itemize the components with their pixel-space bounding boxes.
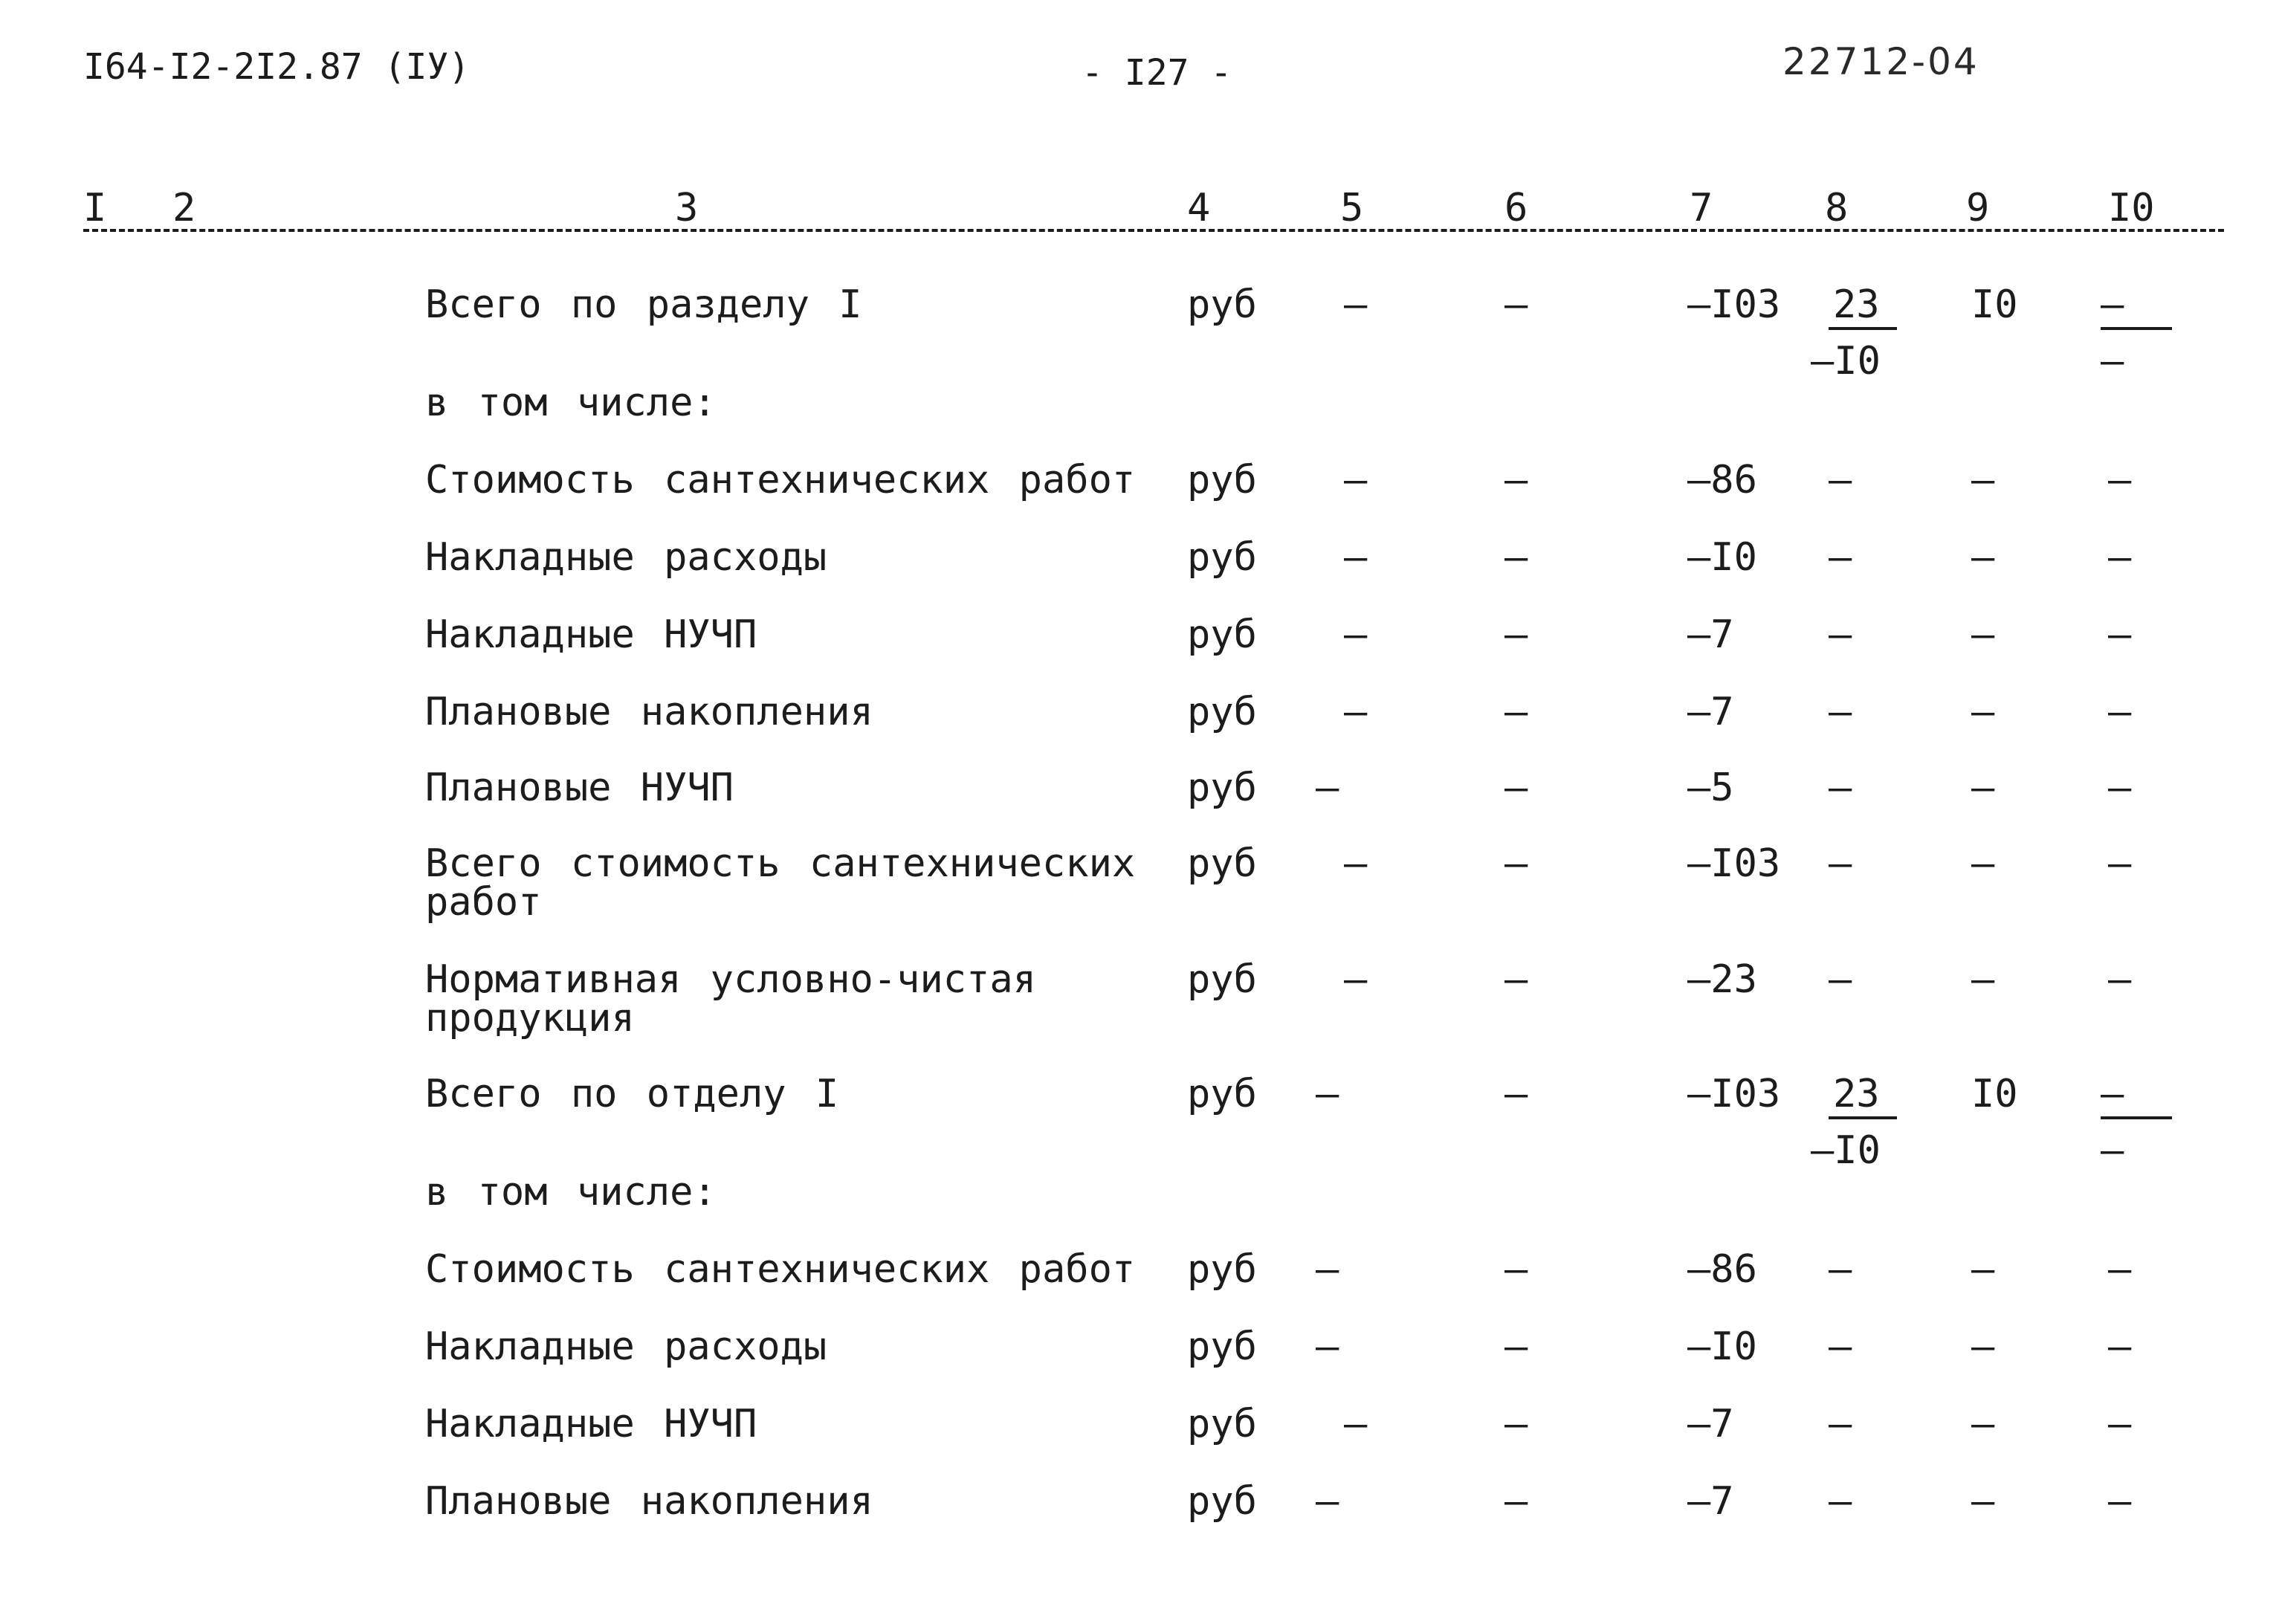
row-col10: – (2108, 957, 2132, 1002)
row-col6: – (1504, 1247, 1528, 1292)
row-col5: – (1316, 1247, 1339, 1292)
column-number-8: 8 (1825, 186, 1849, 230)
row-name: в том числе: (425, 381, 717, 425)
row-name: Всего по отделу I (425, 1072, 839, 1116)
column-number-1: I (83, 186, 107, 230)
row-col10: – (2108, 690, 2132, 734)
fraction-bar (2101, 327, 2172, 330)
column-number-6: 6 (1504, 186, 1528, 230)
row-col9: – (1971, 535, 1995, 580)
row-col9: – (1971, 841, 1995, 886)
fraction-denominator: –I0 (1811, 1128, 1881, 1173)
row-col8: – (1829, 612, 1852, 657)
row-col6: – (1504, 458, 1528, 502)
row-col9: – (1971, 766, 1995, 810)
column-number-3: 3 (675, 186, 699, 230)
row-col5: – (1344, 841, 1368, 886)
row-col5: – (1344, 1402, 1368, 1446)
row-col10-fraction (2101, 282, 2182, 384)
row-unit: руб (1187, 282, 1257, 327)
row-col8: – (1829, 458, 1852, 502)
row-unit: руб (1187, 1479, 1257, 1524)
row-col6: – (1504, 282, 1528, 327)
row-col8: – (1829, 841, 1852, 886)
row-col9: I0 (1971, 1072, 2018, 1116)
inventory-number: 22712-04 (1782, 40, 1979, 83)
fraction-bar (1829, 327, 1897, 330)
row-col7: –I03 (1687, 282, 1781, 327)
row-unit: руб (1187, 1247, 1257, 1292)
column-number-4: 4 (1187, 186, 1211, 230)
row-col7: –7 (1687, 1402, 1734, 1446)
row-col6: – (1504, 1324, 1528, 1369)
row-col6: – (1504, 535, 1528, 580)
row-name: Плановые накопления (425, 1479, 873, 1524)
row-unit: руб (1187, 1402, 1257, 1446)
row-unit: руб (1187, 841, 1257, 886)
row-col8: – (1829, 690, 1852, 734)
row-col5: – (1344, 690, 1368, 734)
row-name: Стоимость сантехнических работ (425, 458, 1136, 502)
row-unit: руб (1187, 458, 1257, 502)
row-col6: – (1504, 612, 1528, 657)
row-col10: – (2108, 1479, 2132, 1524)
fraction-denominator: – (2101, 339, 2124, 384)
row-col8: – (1829, 1324, 1852, 1369)
row-col8: – (1829, 535, 1852, 580)
row-col7: –I0 (1687, 1324, 1757, 1369)
row-col8: – (1829, 1402, 1852, 1446)
row-name: Нормативная условно-чистая продукция (425, 957, 1036, 1041)
row-col10: – (2108, 841, 2132, 886)
row-col10: – (2108, 1247, 2132, 1292)
row-unit: руб (1187, 957, 1257, 1002)
row-col5: – (1344, 957, 1368, 1002)
row-col6: – (1504, 1402, 1528, 1446)
row-name: Накладные НУЧП (425, 612, 757, 657)
row-col10: – (2108, 612, 2132, 657)
row-name: Стоимость сантехнических работ (425, 1247, 1136, 1292)
column-number-5: 5 (1340, 186, 1364, 230)
row-col7: –7 (1687, 1479, 1734, 1524)
row-col5: – (1344, 458, 1368, 502)
row-col9: – (1971, 1402, 1995, 1446)
row-col5: – (1344, 612, 1368, 657)
fraction-denominator: –I0 (1811, 339, 1881, 384)
row-col6: – (1504, 690, 1528, 734)
row-unit: руб (1187, 612, 1257, 657)
header-divider-line (83, 229, 2224, 232)
row-col10: – (2108, 766, 2132, 810)
row-col10: – (2108, 1402, 2132, 1446)
row-col7: –7 (1687, 612, 1734, 657)
row-col9: – (1971, 1247, 1995, 1292)
fraction-bar (1829, 1116, 1897, 1119)
row-col5: – (1316, 766, 1339, 810)
row-name: Накладные расходы (425, 535, 827, 580)
row-col8-fraction (1811, 282, 1918, 384)
row-col6: – (1504, 1072, 1528, 1116)
row-col8: – (1829, 1247, 1852, 1292)
row-col9: – (1971, 458, 1995, 502)
column-number-7: 7 (1690, 186, 1713, 230)
fraction-denominator: – (2101, 1128, 2124, 1173)
fraction-numerator: 23 (1833, 1072, 1880, 1116)
row-name: Всего стоимость сантехнических работ (425, 841, 1136, 925)
row-name: Плановые накопления (425, 690, 873, 734)
row-col8: – (1829, 957, 1852, 1002)
row-col9: – (1971, 612, 1995, 657)
row-col7: –86 (1687, 458, 1757, 502)
row-unit: руб (1187, 1072, 1257, 1116)
row-col5: – (1344, 535, 1368, 580)
fraction-bar (2101, 1116, 2172, 1119)
row-col6: – (1504, 841, 1528, 886)
row-col5: – (1344, 282, 1368, 327)
row-col10: – (2108, 535, 2132, 580)
row-col8: – (1829, 766, 1852, 810)
fraction-numerator: 23 (1833, 282, 1880, 327)
row-col5: – (1316, 1072, 1339, 1116)
row-col6: – (1504, 1479, 1528, 1524)
fraction-numerator: – (2101, 282, 2124, 327)
row-col7: –I03 (1687, 1072, 1781, 1116)
row-col9: – (1971, 690, 1995, 734)
row-col9: – (1971, 957, 1995, 1002)
row-col6: – (1504, 957, 1528, 1002)
column-number-9: 9 (1966, 186, 1990, 230)
column-number-10: I0 (2108, 186, 2155, 230)
row-col7: –86 (1687, 1247, 1757, 1292)
fraction-numerator: – (2101, 1072, 2124, 1116)
row-col10-fraction (2101, 1072, 2182, 1173)
row-col5: – (1316, 1479, 1339, 1524)
row-col10: – (2108, 458, 2132, 502)
row-unit: руб (1187, 1324, 1257, 1369)
row-name: в том числе: (425, 1170, 717, 1214)
row-unit: руб (1187, 690, 1257, 734)
row-unit: руб (1187, 766, 1257, 810)
row-name: Накладные НУЧП (425, 1402, 757, 1446)
document-code: I64-I2-2I2.87 (IУ) (83, 46, 471, 88)
row-col8-fraction (1811, 1072, 1918, 1173)
row-col9: – (1971, 1324, 1995, 1369)
page-number: - I27 - (1082, 52, 1232, 94)
row-col10: – (2108, 1324, 2132, 1369)
row-col7: –5 (1687, 766, 1734, 810)
row-name: Накладные расходы (425, 1324, 827, 1369)
row-col9: I0 (1971, 282, 2018, 327)
column-number-2: 2 (172, 186, 196, 230)
row-col5: – (1316, 1324, 1339, 1369)
row-col6: – (1504, 766, 1528, 810)
row-col8: – (1829, 1479, 1852, 1524)
row-name: Плановые НУЧП (425, 766, 734, 810)
row-unit: руб (1187, 535, 1257, 580)
row-col7: –I03 (1687, 841, 1781, 886)
row-col7: –7 (1687, 690, 1734, 734)
row-col7: –23 (1687, 957, 1757, 1002)
row-name: Всего по разделу I (425, 282, 862, 327)
row-col9: – (1971, 1479, 1995, 1524)
row-col7: –I0 (1687, 535, 1757, 580)
